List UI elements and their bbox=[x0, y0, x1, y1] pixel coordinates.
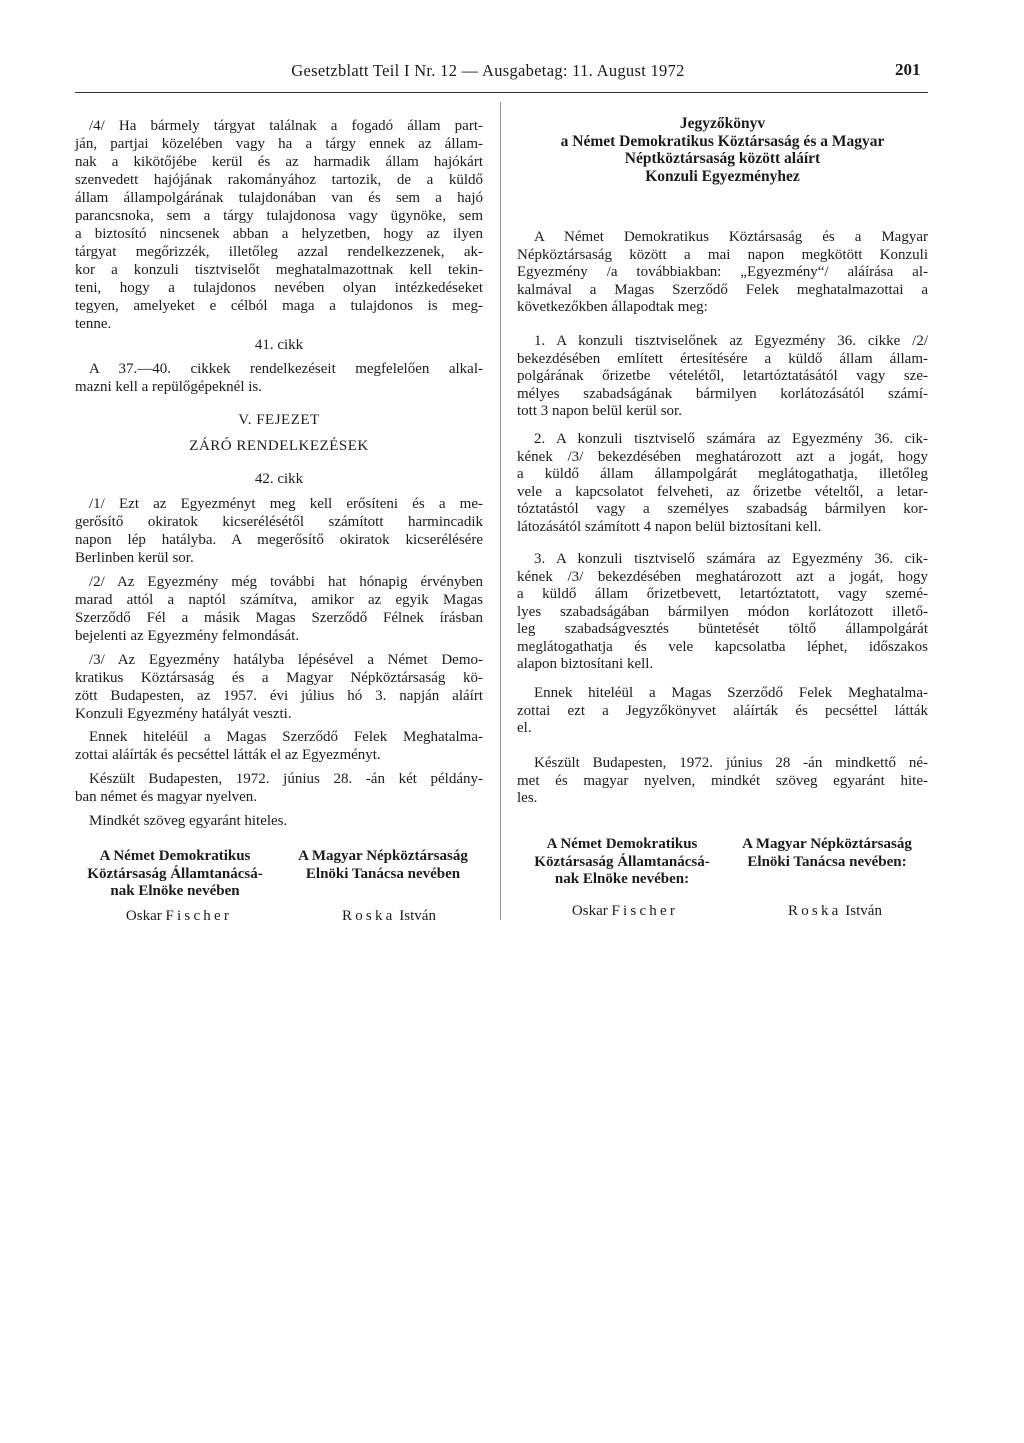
text-line: a biztosító nincsenek abban a helyzetben, hogy az ilyen bbox=[75, 226, 483, 242]
signatory-block-gdr bbox=[72, 848, 278, 901]
text-line: leg szabadságvesztés büntetését töltő állampolgárát bbox=[517, 621, 928, 637]
protocol-signatory-name-hungary bbox=[730, 903, 940, 920]
text-line: A Német Demokratikus bbox=[99, 848, 251, 864]
text-line: Egyezmény /a továbbiakban: „Egyezmény“/ aláírása al- bbox=[517, 264, 928, 280]
text-line: Elnöki Tanácsa nevében: bbox=[747, 853, 907, 870]
article-42-heading: 42. cikk bbox=[254, 471, 304, 487]
text-line: tegyen, amelyeket e célból maga a tulajdonos is meg- bbox=[75, 298, 483, 314]
running-header: Gesetzblatt Teil I Nr. 12 — Ausgabetag: 11. August 1972 bbox=[291, 61, 685, 80]
paragraph-4 bbox=[75, 117, 483, 333]
given-name: Oskar bbox=[571, 903, 608, 919]
signatory-block-hungary bbox=[280, 848, 486, 883]
given-name: Oskar bbox=[125, 908, 162, 924]
text-line: ján, partjai közelében vagy ha a tárgy ennek az állam- bbox=[75, 136, 483, 152]
text-line: Köztársaság Államtanácsá- bbox=[87, 865, 263, 882]
text-line: kének /3/ bekezdésében meghatározott azt a jogát, hogy bbox=[517, 568, 928, 585]
text-line: les. bbox=[517, 790, 538, 806]
text-line: mazni kell a repülőgépeknél is. bbox=[75, 379, 263, 395]
family-name: Roska bbox=[788, 903, 842, 919]
text-line: /3/ Az Egyezmény hatályba lépésével a Német Demo- bbox=[89, 652, 483, 668]
header-rule bbox=[75, 92, 928, 93]
text-line: gerősítő okiratok kicserélésétől számított harmincadik bbox=[75, 514, 483, 530]
text-line: Elnöki Tanácsa nevében bbox=[305, 865, 461, 882]
text-line: mélyes szabadságának bármilyen korlátozásától számí- bbox=[517, 385, 928, 402]
text-line: Ennek hiteléül a Magas Szerződő Felek Meghatalma- bbox=[534, 685, 928, 701]
protocol-done-at bbox=[517, 755, 928, 808]
text-line: Konzuli Egyezmény hatályát veszti. bbox=[75, 706, 292, 722]
protocol-title bbox=[517, 115, 928, 185]
text-line: Szerződő Fél a másik Magas Szerződő Félnek írásban bbox=[75, 610, 483, 626]
text-line: A Magyar Népköztársaság bbox=[742, 836, 912, 852]
text-line: met és magyar nyelven, mindkét szöveg egyaránt hite- bbox=[517, 772, 928, 789]
article-41-text bbox=[75, 360, 483, 396]
text-line: lyes szabadságában bármilyen módon korlátozott illető- bbox=[517, 603, 928, 620]
text-line: A Német Demokratikus bbox=[546, 836, 698, 852]
text-line: Készült Budapesten, 1972. június 28. -án két példány- bbox=[89, 771, 483, 787]
text-line: marad attól a naptól számítva, amikor az egyik Magas bbox=[75, 592, 483, 608]
text-line: /4/ Ha bármely tárgyat találnak a fogadó állam part- bbox=[89, 118, 483, 134]
chapter-title: ZÁRÓ RENDELKEZÉSEK bbox=[189, 438, 369, 454]
text-line: 1. A konzuli tisztviselőnek az Egyezmény 36. cikke /2/ bbox=[534, 333, 928, 349]
article-42-paragraph-2 bbox=[75, 573, 483, 645]
text-line: zött Budapesten, az 1957. évi július hó 3. napján aláírt bbox=[75, 688, 483, 704]
protocol-item-3 bbox=[517, 551, 928, 674]
text-line: Mindkét szöveg egyaránt hiteles. bbox=[89, 813, 288, 829]
protocol-in-witness bbox=[517, 685, 928, 738]
text-line: vele a kapcsolatot felveheti, az őrizetbe vételtől, a letar- bbox=[517, 483, 928, 500]
chapter-number: V. FEJEZET bbox=[238, 412, 320, 428]
text-line: zottai aláírták és pecséttel látták el az Egyezményt. bbox=[75, 747, 381, 763]
protocol-intro bbox=[517, 229, 928, 317]
text-line: látozásától számított 4 napon belül biztosítani kell. bbox=[517, 518, 822, 535]
page-number: 201 bbox=[895, 60, 921, 79]
signatory-name-gdr bbox=[76, 908, 282, 925]
text-line: állam állampolgárának tulajdonában van és sem a hajó bbox=[75, 190, 483, 206]
text-line: Köztársaság Államtanácsá- bbox=[534, 853, 710, 870]
family-name: Fischer bbox=[165, 908, 233, 924]
text-line: meglátogathatja és vele kapcsolatba léphet, időszakos bbox=[517, 638, 928, 655]
text-line: Konzuli Egyezményhez bbox=[645, 167, 800, 185]
text-line: tóztatástól vagy a személyes szabadság bármilyen kor- bbox=[517, 501, 928, 517]
column-divider bbox=[500, 102, 501, 920]
text-line: teni, hogy a tulajdonos nevében olyan intézkedéseket bbox=[75, 280, 483, 296]
text-line: 3. A konzuli tisztviselő számára az Egyezmény 36. cik- bbox=[534, 551, 928, 567]
text-line: tott 3 napon belül kerül sor. bbox=[517, 403, 682, 419]
text-line: kalmával a Magas Szerződő Felek meghatalmazottai a bbox=[517, 281, 928, 298]
article-41-heading: 41. cikk bbox=[254, 337, 304, 353]
text-line: következőkben állapodtak meg: bbox=[517, 299, 708, 315]
family-name: Roska bbox=[342, 908, 396, 924]
text-line: Népköztársaság között a mai napon megkötött Konzuli bbox=[517, 246, 928, 263]
text-line: Készült Budapesten, 1972. június 28 -án mindkettő né- bbox=[534, 755, 928, 771]
text-line: bekezdésében említett értesítésére a küldő állam állam- bbox=[517, 350, 928, 367]
given-name: István bbox=[399, 908, 436, 924]
text-line: parancsnoka, sem a tárgy tulajdonosa vagy ügynöke, sem bbox=[75, 208, 483, 224]
text-line: a küldő állam állampolgárát meglátogathatja, illetőleg bbox=[517, 466, 928, 482]
protocol-item-1 bbox=[517, 333, 928, 421]
text-line: A 37.—40. cikkek rendelkezéseit megfelelően alkal- bbox=[89, 361, 483, 377]
text-line: kratikus Köztársaság és a Magyar Népköztársaság kö- bbox=[75, 670, 483, 686]
text-line: Néptköztársaság között aláírt bbox=[624, 150, 821, 167]
text-line: el. bbox=[517, 720, 532, 736]
text-line: 2. A konzuli tisztviselő számára az Egyezmény 36. cik- bbox=[534, 431, 928, 447]
text-line: /2/ Az Egyezmény még további hat hónapig érvényben bbox=[89, 574, 483, 590]
text-line: nak a kikötőjébe kerül és az harmadik állam hajókárt bbox=[75, 154, 483, 170]
text-line: zottai ezt a Jegyzőkönyvet aláírták és pecséttel látták bbox=[517, 702, 928, 719]
article-42-paragraph-1 bbox=[75, 495, 483, 567]
article-42-paragraph-3 bbox=[75, 651, 483, 723]
protocol-signatory-block-gdr bbox=[517, 836, 727, 889]
text-line: tenne. bbox=[75, 316, 112, 332]
signatory-name-hungary bbox=[286, 908, 492, 925]
text-line: a Német Demokratikus Köztársaság és a Magyar bbox=[560, 132, 885, 150]
text-line: A Német Demokratikus Köztársaság és a Magyar bbox=[534, 229, 928, 245]
text-line: tárgyat megőrizzék, illetőleg azzal rendelkezzenek, ak- bbox=[75, 244, 483, 260]
text-line: /1/ Ezt az Egyezményt meg kell erősíteni és a me- bbox=[89, 496, 483, 512]
text-line: napon lép hatályba. A megerősítő okiratok kicserélésére bbox=[75, 532, 483, 548]
text-line: nak Elnöke nevében: bbox=[554, 871, 690, 887]
text-line: kének /3/ bekezdésében meghatározott azt a jogát, hogy bbox=[517, 448, 928, 465]
protocol-item-2 bbox=[517, 431, 928, 536]
text-line: bejelenti az Egyezmény felmondását. bbox=[75, 628, 300, 644]
text-line: polgárának őrizetbe vételétől, letartóztatásától vagy sze- bbox=[517, 368, 928, 384]
text-line: a küldő állam őrizetbevett, letartóztatott, vagy szemé- bbox=[517, 586, 928, 602]
authentic-clause bbox=[75, 812, 483, 830]
text-line: Jegyzőkönyv bbox=[679, 115, 766, 132]
text-line: kor a konzuli tisztviselőt meghatalmazottnak kell tekin- bbox=[75, 262, 483, 278]
done-at-clause bbox=[75, 770, 483, 806]
family-name: Fischer bbox=[611, 903, 679, 919]
text-line: nak Elnöke nevében bbox=[110, 883, 240, 899]
text-line: Ennek hiteléül a Magas Szerződő Felek Meghatalma- bbox=[89, 729, 483, 745]
protocol-signatory-block-hungary bbox=[722, 836, 932, 871]
text-line: szenvedett hajójának rakományához tartozik, de a küldő bbox=[75, 172, 483, 188]
text-line: A Magyar Népköztársaság bbox=[298, 848, 468, 864]
text-line: alapon biztosítani kell. bbox=[517, 656, 654, 672]
text-line: Berlinben kerül sor. bbox=[75, 550, 194, 566]
in-witness-clause bbox=[75, 728, 483, 764]
protocol-signatory-name-gdr bbox=[520, 903, 730, 920]
text-line: ban német és magyar nyelven. bbox=[75, 789, 258, 805]
given-name: István bbox=[845, 903, 882, 919]
